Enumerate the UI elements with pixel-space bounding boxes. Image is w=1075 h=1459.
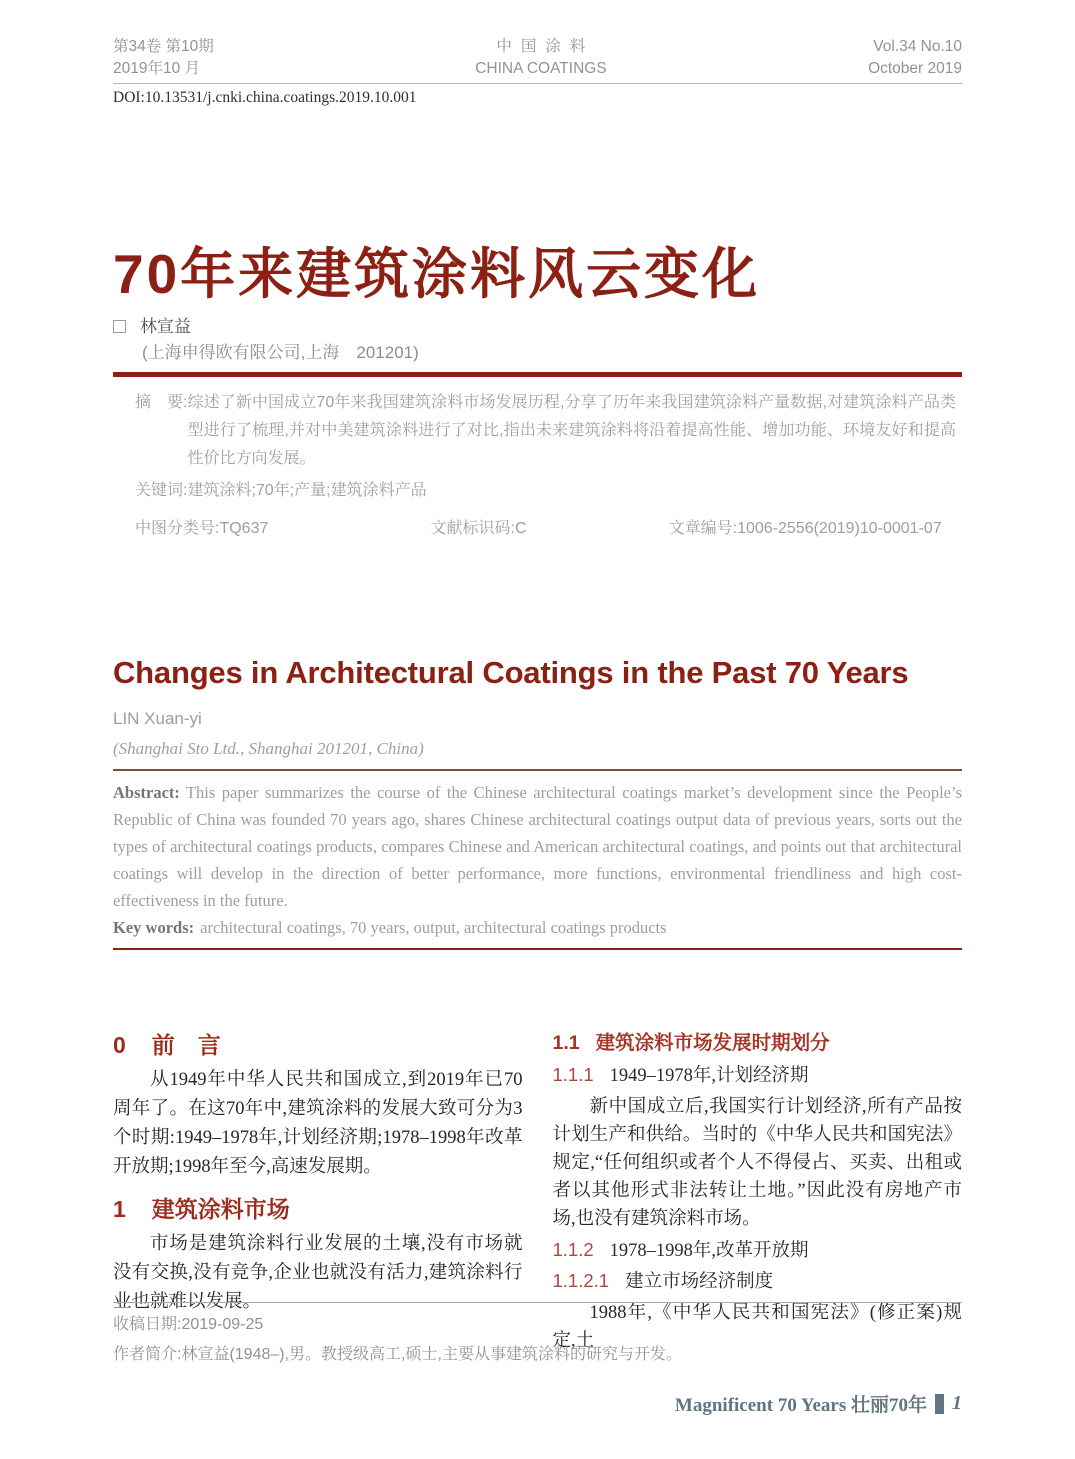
title-divider-rule — [113, 372, 962, 377]
author-bio-line — [113, 1340, 962, 1370]
clc-value: TQ637 — [219, 520, 269, 537]
doi-text: DOI:10.13531/j.cnki.china.coatings.2019.10.001 — [113, 89, 417, 106]
header-divider — [113, 83, 962, 84]
footnote-block — [113, 1302, 962, 1370]
journal-volume-en: Vol.34 No.10 — [873, 38, 962, 55]
received-date-label: 收稿日期: — [113, 1316, 182, 1333]
section-number: 1.1.2 — [552, 1239, 594, 1260]
section-title: 建筑涂料市场发展时期划分 — [595, 1032, 830, 1054]
abstract-bottom-rule — [113, 948, 962, 950]
keywords-cn-label: 关键词: — [135, 482, 188, 499]
doc-code-value: C — [515, 520, 527, 537]
section-paragraph: 1988年,《中华人民共和国宪法》(修正案)规定,土 — [552, 1303, 962, 1351]
journal-name-cn: 中国涂料 — [496, 38, 595, 55]
article-no-label: 文章编号: — [668, 520, 738, 537]
author-bio-label: 作者简介: — [113, 1346, 182, 1363]
keywords-en-paragraph — [113, 914, 962, 941]
doc-code-label: 文献标识码: — [430, 520, 515, 537]
section-title: 1978–1998年,改革开放期 — [609, 1241, 809, 1261]
footer-slogan: Magnificent 70 Years 壮丽70年 — [674, 1395, 927, 1416]
section-title: 1949–1978年,计划经济期 — [609, 1066, 809, 1086]
section-number: 1.1.2.1 — [552, 1270, 610, 1291]
journal-header-left — [113, 36, 214, 80]
section-paragraph: 新中国成立后,我国实行计划经济,所有产品按计划生产和供给。当时的《中华人民共和国宪法》规定,“任何组织或者个人不得侵占、买卖、出租或者以其他形式非法转让土地。”因此没有房地产市场,也没有建筑涂料市场。 — [552, 1097, 962, 1229]
article-title-cn: 70年来建筑涂料风云变化 — [113, 243, 761, 305]
page-footer — [675, 1390, 962, 1417]
article-title-en: Changes in Architectural Coatings in the Past 70 Years — [113, 655, 909, 690]
abstract-en-text: This paper summarizes the course of the Chinese architectural coatings market’s development since the People’s Republic of China was founded 70 years ago, shares Chinese architectural coatings output data of previous years, sorts out the types of architectural coatings products, compares Chinese and American architectural coatings, and points out that architectural coatings will develop in the direction of better performance, more functions, environmental friendliness and high cost-effectiveness in the future. — [113, 783, 962, 910]
journal-date-cn: 2019年10 月 — [113, 60, 201, 77]
author-square-icon — [113, 320, 126, 333]
author-row — [113, 315, 962, 338]
page-number: 1 — [952, 1392, 962, 1414]
section-heading-1-1 — [553, 1030, 963, 1056]
author-bio-value: 林宣益(1948–),男。教授级高工,硕士,主要从事建筑涂料的研究与开发。 — [181, 1346, 682, 1363]
journal-header — [113, 0, 962, 80]
abstract-cn-label: 摘 要: — [135, 394, 188, 411]
section-title: 建筑涂料市场 — [151, 1196, 290, 1222]
abstract-en-paragraph — [113, 779, 962, 914]
section-heading-1-1-1 — [553, 1062, 963, 1089]
journal-volume-cn: 第34卷 第10期 — [113, 38, 214, 55]
affiliation-cn: (上海申得欧有限公司,上海 201201) — [142, 343, 419, 362]
abstract-en-label: Abstract: — [113, 783, 180, 802]
keywords-en-label: Key words: — [113, 918, 195, 937]
journal-header-center — [475, 36, 606, 80]
author-name-cn: 林宣益 — [140, 317, 191, 336]
abstract-cn-block — [113, 389, 962, 543]
english-divider-rule — [113, 769, 962, 771]
section-heading-0 — [113, 1030, 523, 1060]
section-heading-1-1-2-1 — [553, 1268, 963, 1295]
journal-name-en: CHINA COATINGS — [475, 60, 607, 77]
section-paragraph: 从1949年中华人民共和国成立,到2019年已70周年了。在这70年中,建筑涂料的发展大致可分为3个时期:1949–1978年,计划经济期;1978–1998年改革开放期;1998年至今,高速发展期。 — [113, 1070, 523, 1177]
section-paragraph: 市场是建筑涂料行业发展的土壤,没有市场就没有交换,没有竞争,企业也就没有活力,建筑涂料行业也就难以发展。 — [113, 1234, 523, 1312]
section-number: 1 — [113, 1196, 126, 1222]
journal-header-right — [868, 36, 962, 80]
journal-date-en: October 2019 — [868, 60, 962, 77]
received-date-line — [113, 1310, 962, 1340]
article-no-item — [669, 515, 956, 543]
section-number: 0 — [113, 1032, 126, 1058]
section-title: 前 言 — [151, 1032, 221, 1058]
section-title: 建立市场经济制度 — [625, 1272, 774, 1292]
section-number: 1.1 — [552, 1032, 580, 1054]
author-name-en: LIN Xuan-yi — [113, 709, 202, 728]
received-date-value: 2019-09-25 — [181, 1316, 264, 1333]
classification-row — [135, 515, 956, 543]
section-number: 1.1.1 — [552, 1064, 594, 1085]
keywords-cn-row — [135, 477, 956, 505]
section-heading-1 — [113, 1194, 523, 1224]
section-heading-1-1-2 — [553, 1237, 963, 1264]
abstract-cn-text: 综述了新中国成立70年来我国建筑涂料市场发展历程,分享了历年来我国建筑涂料产量数据,对建筑涂料产品类型进行了梳理,并对中美建筑涂料进行了对比,指出未来建筑涂料将沿着提高性能、增加功能、环境友好和提高性价比方向发展。 — [187, 394, 956, 467]
clc-item — [135, 515, 431, 543]
doc-code-item — [431, 515, 669, 543]
clc-label: 中图分类号: — [135, 520, 220, 537]
affiliation-en: (Shanghai Sto Ltd., Shanghai 201201, China) — [113, 739, 424, 758]
keywords-cn-text: 建筑涂料;70年;产量;建筑涂料产品 — [187, 482, 427, 499]
page-number-bar-icon — [935, 1394, 944, 1414]
keywords-en-text: architectural coatings, 70 years, output, architectural coatings products — [200, 918, 667, 937]
abstract-cn-row — [135, 389, 956, 473]
article-no-value: 1006-2556(2019)10-0001-07 — [737, 520, 942, 537]
